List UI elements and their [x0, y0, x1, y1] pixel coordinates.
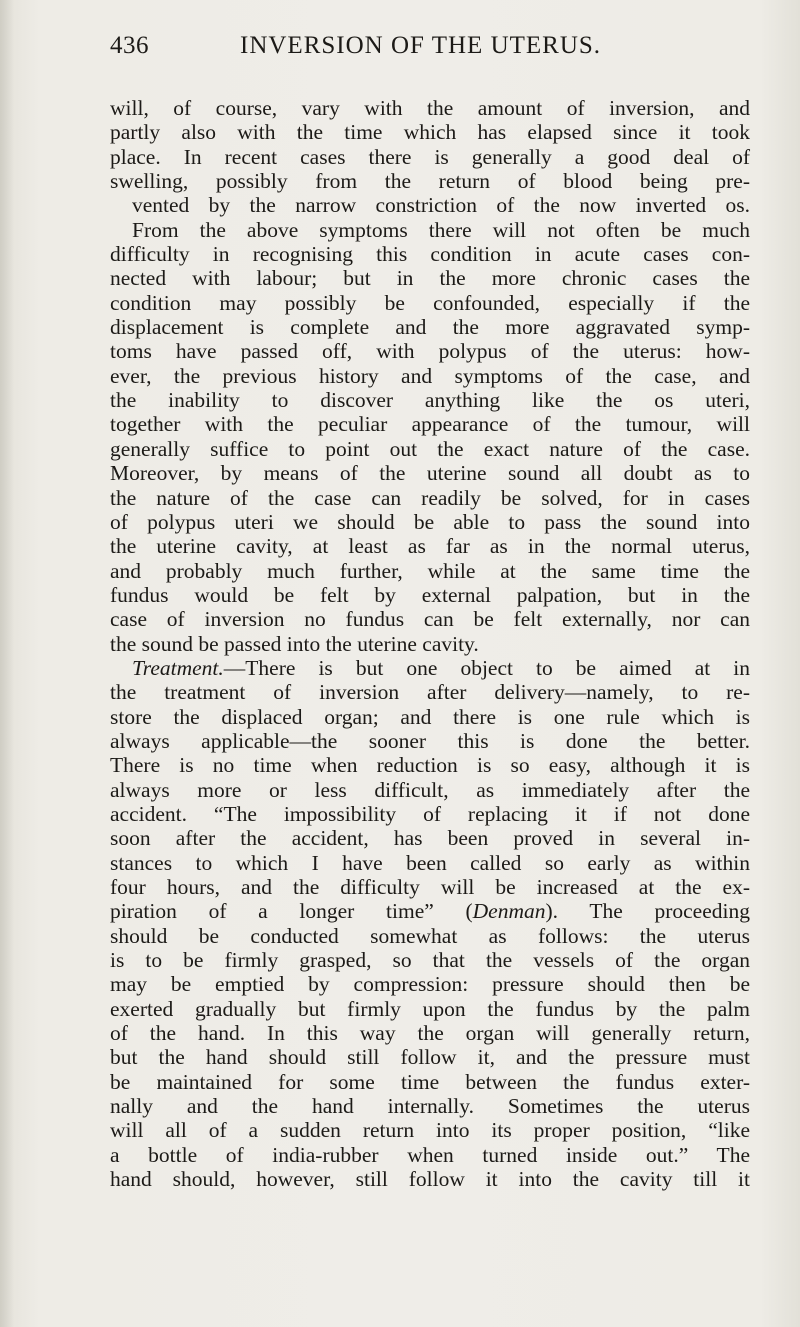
text-line: displacement is complete and the more aggravated symp- — [110, 315, 750, 340]
text-line: will all of a sudden return into its proper position, “like — [110, 1118, 750, 1143]
proceeding-text: ). The proceeding — [545, 899, 750, 924]
running-head-title: INVERSION OF THE UTERUS. — [240, 32, 602, 59]
text-line: of the hand. In this way the organ will generally return, — [110, 1021, 750, 1046]
text-line: the inability to discover anything like the os uteri, — [110, 388, 750, 413]
text-line: exerted gradually but firmly upon the fundus by the palm — [110, 996, 750, 1021]
text-line: Moreover, by means of the uterine sound all doubt as to — [110, 461, 750, 486]
citation-author: Denman — [472, 899, 546, 924]
text-line: may be emptied by compression: pressure should then be — [110, 972, 750, 997]
text-line: together with the peculiar appearance of the tumour, will — [110, 412, 750, 437]
text-line: difficulty in recognising this condition in acute cases con- — [110, 242, 750, 267]
text-line: partly also with the time which has elapsed since it took — [110, 120, 750, 145]
text-line: case of inversion no fundus can be felt externally, nor can — [110, 607, 750, 632]
text-line: swelling, possibly from the return of blood being pre- — [110, 169, 750, 194]
text-line: nected with labour; but in the more chronic cases the — [110, 266, 750, 291]
running-head — [110, 32, 760, 72]
text-line: of polypus uteri we should be able to pass the sound into — [110, 509, 750, 534]
text-line: should be conducted somewhat as follows: the uterus — [110, 923, 750, 948]
text-line: a bottle of india-rubber when turned inside out.” The — [110, 1142, 750, 1167]
text-line: nally and the hand internally. Sometimes the uterus — [110, 1094, 750, 1119]
treatment-heading: Treatment. — [132, 655, 224, 680]
text-line: accident. “The impossibility of replacing it if not done — [110, 801, 750, 826]
text-line-denman — [110, 899, 750, 923]
text-line: and probably much further, while at the same time the — [110, 558, 750, 583]
text-line: four hours, and the difficulty will be increased at the ex- — [110, 875, 750, 899]
text-line: vented by the narrow constriction of the now inverted os. — [132, 193, 750, 218]
text-line: store the displaced organ; and there is one rule which is — [110, 704, 750, 729]
text-line: ever, the previous history and symptoms of the case, and — [110, 363, 750, 388]
page-gutter-shadow — [0, 0, 14, 1327]
text-line: stances to which I have been called so early as within — [110, 850, 750, 875]
text-line-treatment — [110, 656, 750, 680]
text-line: always applicable—the sooner this is done the better. — [110, 728, 750, 753]
text-line: the sound be passed into the uterine cavity. — [110, 631, 479, 656]
text-line: be maintained for some time between the fundus exter- — [110, 1069, 750, 1094]
body-text — [110, 96, 750, 1191]
treatment-text: —There is but one object to be aimed at in — [223, 655, 750, 680]
text-line: There is no time when reduction is so easy, although it is — [110, 753, 750, 778]
text-line: the nature of the case can readily be solved, for in cases — [110, 485, 750, 510]
text-line: condition may possibly be confounded, especially if the — [110, 290, 750, 315]
text-line: generally suffice to point out the exact nature of the case. — [110, 436, 750, 461]
text-line: soon after the accident, has been proved in several in- — [110, 826, 750, 851]
text-line: always more or less difficult, as immediately after the — [110, 777, 750, 802]
text-line: hand should, however, still follow it into the cavity till it — [110, 1167, 750, 1192]
text-line: will, of course, vary with the amount of inversion, and — [110, 96, 750, 120]
page-number: 436 — [110, 32, 149, 59]
text-line: place. In recent cases there is generally a good deal of — [110, 144, 750, 169]
text-line: is to be firmly grasped, so that the vessels of the organ — [110, 948, 750, 973]
text-line: the uterine cavity, at least as far as in the normal uterus, — [110, 534, 750, 559]
text-line: fundus would be felt by external palpation, but in the — [110, 582, 750, 607]
text-line: but the hand should still follow it, and the pressure must — [110, 1045, 750, 1070]
text-line: the treatment of inversion after delivery—namely, to re- — [110, 680, 750, 705]
quote-end-text: piration of a longer time” ( — [110, 899, 473, 924]
text-line: toms have passed off, with polypus of the uterus: how- — [110, 339, 750, 364]
text-line: From the above symptoms there will not often be much — [132, 217, 750, 242]
